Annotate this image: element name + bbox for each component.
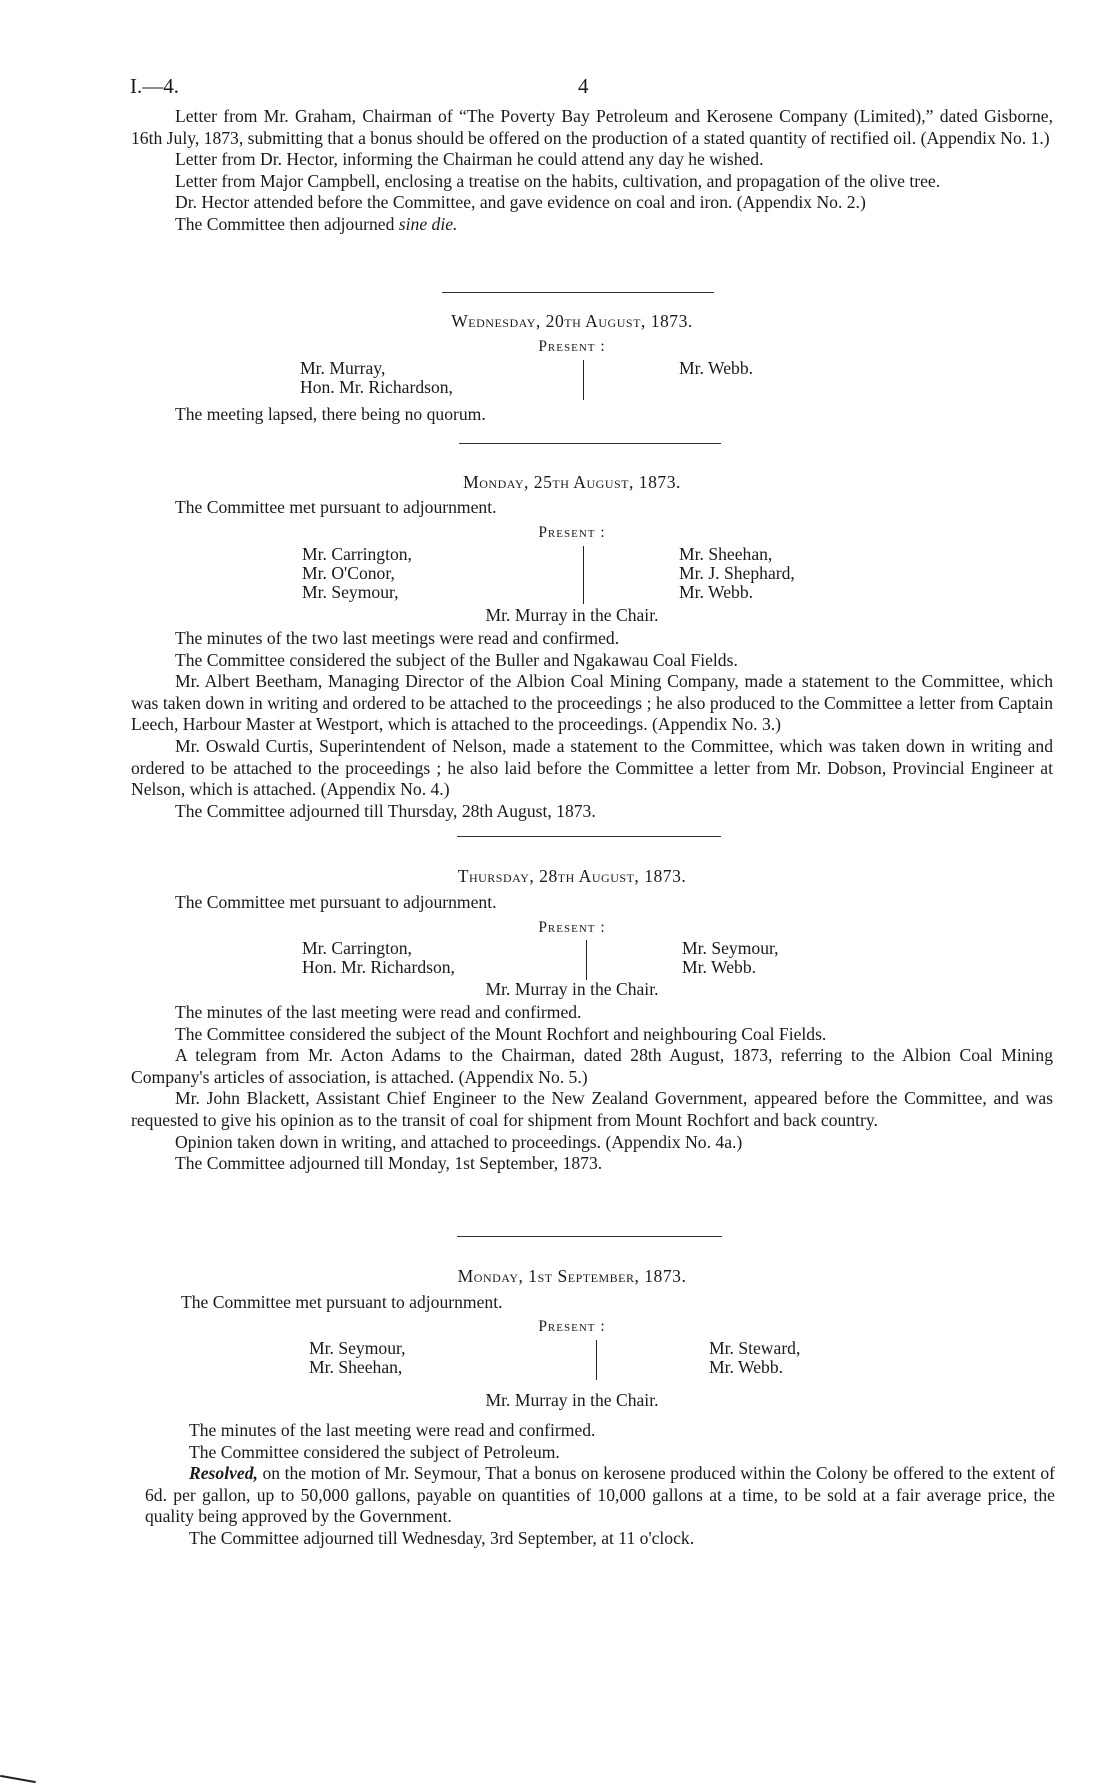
page-header [130, 74, 984, 100]
paragraph: Letter from Major Campbell, enclosing a treatise on the habits, cultivation, and propagation of the olive tree. [175, 170, 941, 191]
present-label: Present : [538, 1318, 606, 1335]
italic-sine-die: sine die. [398, 213, 458, 234]
member-name: Mr. Murray, [300, 358, 386, 378]
section-divider [459, 443, 721, 444]
paragraph: The Committee considered the subject of the Mount Rochfort and neighbouring Coal Fields. [175, 1023, 827, 1044]
meeting-opening [131, 497, 1053, 519]
paragraph: A telegram from Mr. Acton Adams to the Chairman, dated 28th August, 1873, referring to the Albion Coal Mining Company's articles of association, is attached. (Appendix No. 5.) [131, 1045, 1053, 1087]
member-name: Mr. Carrington, [302, 544, 412, 564]
resolved-label: Resolved, [189, 1463, 258, 1484]
meeting-minutes [131, 1002, 1053, 1175]
meeting-date: Monday, 25th August, 1873. [463, 472, 681, 492]
meeting-date: Wednesday, 20th August, 1873. [451, 311, 693, 331]
paragraph: The Committee adjourned till Thursday, 28th August, 1873. [175, 800, 596, 821]
paragraph: The Committee considered the subject of the Buller and Ngakawau Coal Fields. [175, 649, 738, 670]
members-left [302, 939, 455, 977]
paragraph: The meeting lapsed, there being no quorum. [175, 404, 486, 424]
member-name: Mr. J. Shephard, [679, 563, 795, 583]
meeting-minutes [145, 1420, 1055, 1550]
paragraph: The Committee met pursuant to adjournment. [181, 1292, 503, 1312]
meeting-opening [137, 1292, 1059, 1314]
members-left [309, 1339, 406, 1377]
section-divider [457, 836, 721, 837]
present-label: Present : [538, 919, 606, 936]
member-name: Mr. Webb. [679, 358, 754, 378]
resolution-paragraph [145, 1463, 1055, 1528]
scan-mark [0, 1775, 36, 1783]
chair-line: Mr. Murray in the Chair. [485, 605, 659, 625]
present-label: Present : [538, 524, 606, 541]
paragraph: The minutes of the last meeting were read and confirmed. [175, 1002, 582, 1022]
meeting-date: Monday, 1st September, 1873. [457, 1266, 687, 1286]
member-name: Mr. O'Conor, [302, 563, 395, 583]
paragraph: Dr. Hector attended before the Committee, and gave evidence on coal and iron. (Appendix No. 2.) [175, 192, 866, 213]
section-divider [457, 1236, 722, 1237]
meeting-opening [131, 892, 1053, 914]
member-name: Hon. Mr. Richardson, [302, 957, 455, 977]
paragraph: Mr. John Blackett, Assistant Chief Engineer to the New Zealand Government, appeared before the Committee, and was requested to give his opinion as to the transit of coal for shipment from Mount Rochfort and back country. [131, 1088, 1053, 1130]
paragraph: Letter from Dr. Hector, informing the Chairman he could attend any day he wished. [175, 149, 764, 170]
paragraph: The minutes of the two last meetings were read and confirmed. [175, 628, 620, 648]
members-left [302, 545, 412, 602]
member-name: Hon. Mr. Richardson, [300, 377, 453, 397]
chair-line: Mr. Murray in the Chair. [485, 1390, 659, 1410]
resolution-text: on the motion of Mr. Seymour, That a bonus on kerosene produced within the Colony be offered to the extent of 6d. per gallon, up to 50,000 gallons, payable on quantities of 10,000 gallons at a time, to be sold at a fair average price, the quality being approved by the Government. [145, 1463, 1055, 1527]
column-divider [586, 940, 587, 980]
members-right [679, 359, 753, 378]
meeting-minutes [131, 628, 1053, 822]
paragraph: Mr. Oswald Curtis, Superintendent of Nelson, made a statement to the Committee, which was taken down in writing and ordered to be attached to the proceedings ; he also laid before the Committee a letter from Mr. Dobson, Provincial Engineer at Nelson, which is attached. (Appendix No. 4.) [131, 735, 1053, 800]
member-name: Mr. Sheehan, [309, 1357, 403, 1377]
member-name: Mr. Sheehan, [679, 544, 773, 564]
member-name: Mr. Seymour, [302, 582, 399, 602]
paragraph: The Committee met pursuant to adjournment. [175, 497, 497, 517]
section-divider [442, 292, 714, 293]
paragraph: The minutes of the last meeting were read and confirmed. [189, 1420, 596, 1440]
column-divider [596, 1340, 597, 1380]
member-name: Mr. Carrington, [302, 938, 412, 958]
paragraph: The Committee adjourned till Wednesday, 3rd September, at 11 o'clock. [189, 1527, 695, 1548]
members-right [679, 545, 795, 602]
document-reference: I.—4. [130, 74, 179, 98]
meeting-date: Thursday, 28th August, 1873. [457, 866, 687, 886]
members-right [709, 1339, 800, 1377]
member-name: Mr. Webb. [709, 1357, 784, 1377]
column-divider [583, 546, 584, 604]
member-name: Mr. Seymour, [682, 938, 779, 958]
chair-line: Mr. Murray in the Chair. [485, 979, 659, 999]
meeting-notes [131, 404, 1053, 426]
paragraph [131, 214, 1053, 236]
paragraph: Mr. Albert Beetham, Managing Director of the Albion Coal Mining Company, made a statement to the Committee, which was taken down in writing and ordered to be attached to the proceedings ; he also produced to the Committee a letter from Captain Leech, Harbour Master at Westport, which is attached to the proceedings. (Appendix No. 3.) [131, 671, 1053, 735]
paragraph: The Committee adjourned till Monday, 1st September, 1873. [175, 1153, 603, 1174]
paragraph: Opinion taken down in writing, and attached to proceedings. (Appendix No. 4a.) [175, 1131, 743, 1152]
intro-section [131, 106, 1053, 236]
member-name: Mr. Webb. [682, 957, 757, 977]
paragraph: The Committee considered the subject of Petroleum. [189, 1441, 560, 1462]
paragraph: The Committee met pursuant to adjournment. [175, 892, 497, 912]
column-divider [583, 360, 584, 400]
member-name: Mr. Steward, [709, 1338, 801, 1358]
adjournment-text: The Committee then adjourned [175, 213, 395, 234]
members-right [682, 939, 779, 977]
member-name: Mr. Seymour, [309, 1338, 406, 1358]
present-label: Present : [538, 338, 606, 355]
paragraph: Letter from Mr. Graham, Chairman of “The Poverty Bay Petroleum and Kerosene Company (Limited),” dated Gisborne, 16th July, 1873, submitting that a bonus should be offered on the production of a stated quantity of rectified oil. (Appendix No. 1.) [131, 106, 1053, 148]
page-number: 4 [578, 74, 589, 98]
member-name: Mr. Webb. [679, 582, 754, 602]
members-left [300, 359, 453, 397]
